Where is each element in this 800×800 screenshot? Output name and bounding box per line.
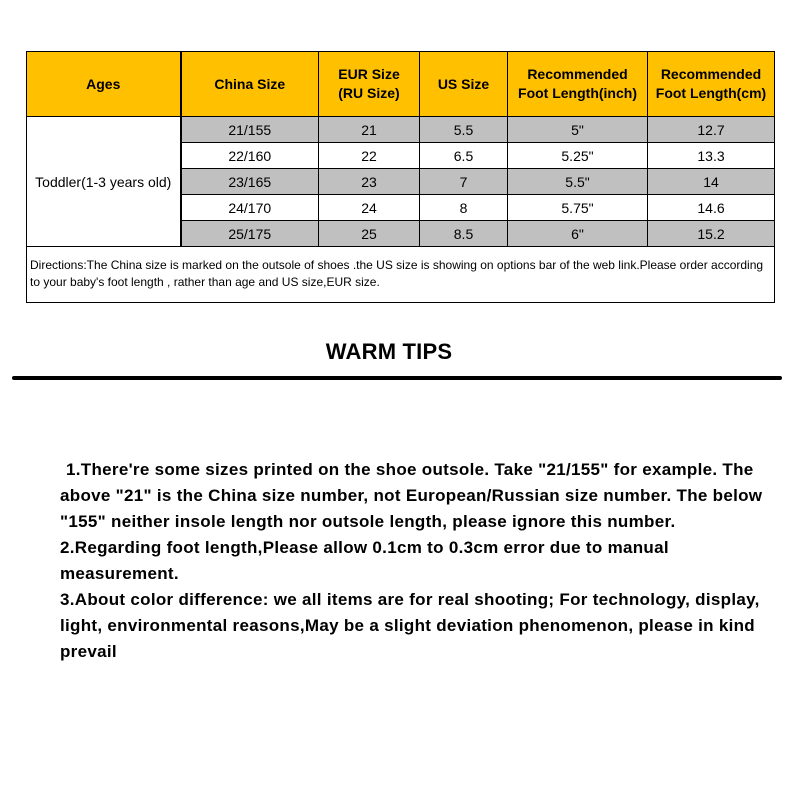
foot-inch-cell: 5.25": [508, 143, 648, 169]
us-size-cell: 6.5: [420, 143, 508, 169]
header-us-size: US Size: [420, 52, 508, 117]
eur-size-cell: 21: [319, 117, 420, 143]
warm-tips-title: WARM TIPS: [325, 339, 453, 364]
header-foot-inch-line1: Recommended: [527, 66, 628, 82]
us-size-cell: 5.5: [420, 117, 508, 143]
china-size-cell: 25/175: [181, 221, 319, 247]
foot-inch-cell: 5": [508, 117, 648, 143]
header-foot-inch-line2: Foot Length(inch): [518, 85, 637, 101]
foot-inch-cell: 6": [508, 221, 648, 247]
foot-cm-cell: 14.6: [648, 195, 775, 221]
china-size-cell: 23/165: [181, 169, 319, 195]
foot-cm-cell: 15.2: [648, 221, 775, 247]
directions-row: [27, 247, 775, 303]
header-eur-size-line1: EUR Size: [338, 66, 400, 82]
foot-cm-cell: 13.3: [648, 143, 775, 169]
table-row: [27, 117, 775, 143]
foot-cm-cell: 14: [648, 169, 775, 195]
foot-inch-cell: 5.5": [508, 169, 648, 195]
eur-size-cell: 22: [319, 143, 420, 169]
china-size-cell: 21/155: [181, 117, 319, 143]
header-eur-size: [319, 52, 420, 117]
china-size-cell: 22/160: [181, 143, 319, 169]
foot-cm-cell: 12.7: [648, 117, 775, 143]
header-china-size: China Size: [181, 52, 319, 117]
size-chart-table: [26, 51, 775, 303]
us-size-cell: 8: [420, 195, 508, 221]
header-foot-length-cm: [648, 52, 775, 117]
tip-foot-length-error: 2.Regarding foot length,Please allow 0.1cm to 0.3cm error due to manual measurement.: [60, 538, 669, 583]
tip-size-marking: 1.There're some sizes printed on the shoe outsole. Take "21/155" for example. The above "21" is the China size number, not European/Russian size number. The below "155" neither insole length nor outsole length, please ignore this number.: [60, 460, 763, 531]
table-header-row: [27, 52, 775, 117]
us-size-cell: 7: [420, 169, 508, 195]
tip-color-difference: 3.About color difference: we all items are for real shooting; For technology, display, light, environmental reasons,May be a slight deviation phenomenon, please in kind prevail: [60, 590, 760, 661]
header-foot-cm-line2: Foot Length(cm): [655, 85, 767, 101]
eur-size-cell: 23: [319, 169, 420, 195]
header-ages: Ages: [27, 52, 181, 117]
us-size-cell: 8.5: [420, 221, 508, 247]
header-eur-size-line2: (RU Size): [338, 85, 400, 101]
header-foot-cm-line1: Recommended: [660, 66, 762, 82]
divider-rule: [12, 376, 782, 380]
warm-tips-list: [60, 457, 780, 665]
foot-inch-cell: 5.75": [508, 195, 648, 221]
eur-size-cell: 25: [319, 221, 420, 247]
directions-note: Directions:The China size is marked on the outsole of shoes .the US size is showing on options bar of the web link.Please order according to your baby's foot length , rather than age and US size,EUR size.: [27, 247, 775, 303]
eur-size-cell: 24: [319, 195, 420, 221]
header-foot-length-inch: [508, 52, 648, 117]
age-group-cell: Toddler(1-3 years old): [27, 117, 181, 247]
china-size-cell: 24/170: [181, 195, 319, 221]
